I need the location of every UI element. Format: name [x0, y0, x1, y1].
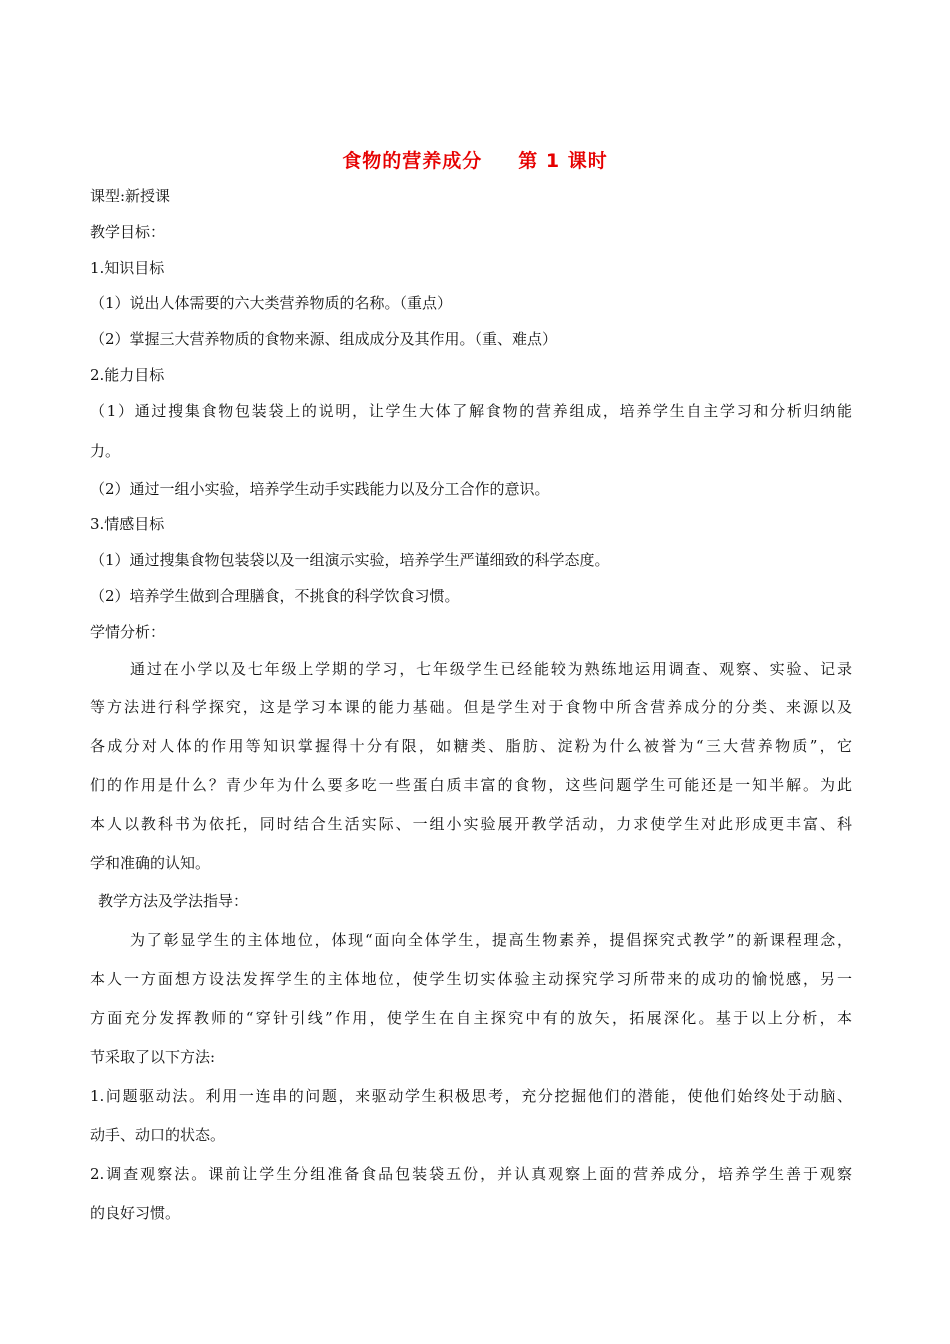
emotion-item-1: （1）通过搜集食物包装袋以及一组演示实验，培养学生严谨细致的科学态度。	[90, 551, 610, 569]
analysis-para-line: 各成分对人体的作用等知识掌握得十分有限，如糖类、脂肪、淀粉为什么被誉为“三大营养物质”，它	[90, 737, 852, 755]
knowledge-item-1: （1）说出人体需要的六大类营养物质的名称。（重点）	[90, 294, 453, 312]
heading-objectives: 教学目标：	[90, 223, 166, 241]
heading-analysis: 学情分析：	[90, 623, 166, 641]
heading-knowledge: 1.知识目标	[90, 259, 165, 277]
analysis-para-line: 本人以教科书为依托，同时结合生活实际、一组小实验展开教学活动，力求使学生对此形成更丰富、科	[90, 815, 852, 833]
document-title	[0, 146, 950, 173]
heading-emotion: 3.情感目标	[90, 515, 165, 533]
heading-methods: 教学方法及学法指导：	[98, 892, 249, 910]
title-main: 食物的营养成分	[342, 150, 483, 172]
analysis-para-line: 通过在小学以及七年级上学期的学习，七年级学生已经能较为熟练地运用调查、观察、实验、记录	[130, 660, 852, 678]
title-lesson: 第 1 课时	[518, 150, 608, 172]
methods-para-line: 节采取了以下方法:	[90, 1048, 216, 1066]
method-1-cont: 动手、动口的状态。	[90, 1126, 226, 1144]
emotion-item-2: （2）培养学生做到合理膳食，不挑食的科学饮食习惯。	[90, 587, 460, 605]
ability-item-2: （2）通过一组小实验，培养学生动手实践能力以及分工合作的意识。	[90, 480, 550, 498]
methods-para-line: 本人一方面想方设法发挥学生的主体地位，使学生切实体验主动探究学习所带来的成功的愉悦感，另一	[90, 970, 852, 988]
ability-item-1: （1）通过搜集食物包装袋上的说明，让学生大体了解食物的营养组成，培养学生自主学习和分析归纳能	[90, 402, 852, 420]
analysis-para-line: 学和准确的认知。	[90, 854, 211, 872]
analysis-para-line: 们的作用是什么？青少年为什么要多吃一些蛋白质丰富的食物，这些问题学生可能还是一知半解。为此	[90, 776, 852, 794]
method-2-cont: 的良好习惯。	[90, 1204, 181, 1222]
analysis-para-line: 等方法进行科学探究，这是学习本课的能力基础。但是学生对于食物中所含营养成分的分类、来源以及	[90, 698, 852, 716]
methods-para-line: 方面充分发挥教师的“穿针引线”作用，使学生在自主探究中有的放矢，拓展深化。基于以上分析，本	[90, 1009, 852, 1027]
lesson-type: 课型:新授课	[90, 187, 171, 205]
knowledge-item-2: （2）掌握三大营养物质的食物来源、组成成分及其作用。（重、难点）	[90, 330, 558, 348]
ability-item-1-cont: 力。	[90, 442, 121, 460]
heading-ability: 2.能力目标	[90, 366, 165, 384]
method-2: 2.调查观察法。课前让学生分组准备食品包装袋五份，并认真观察上面的营养成分，培养学生善于观察	[90, 1165, 852, 1183]
methods-para-line: 为了彰显学生的主体地位，体现“面向全体学生，提高生物素养，提倡探究式教学”的新课程理念，	[130, 931, 852, 949]
method-1: 1.问题驱动法。利用一连串的问题，来驱动学生积极思考，充分挖掘他们的潜能，使他们始终处于动脑、	[90, 1087, 852, 1105]
